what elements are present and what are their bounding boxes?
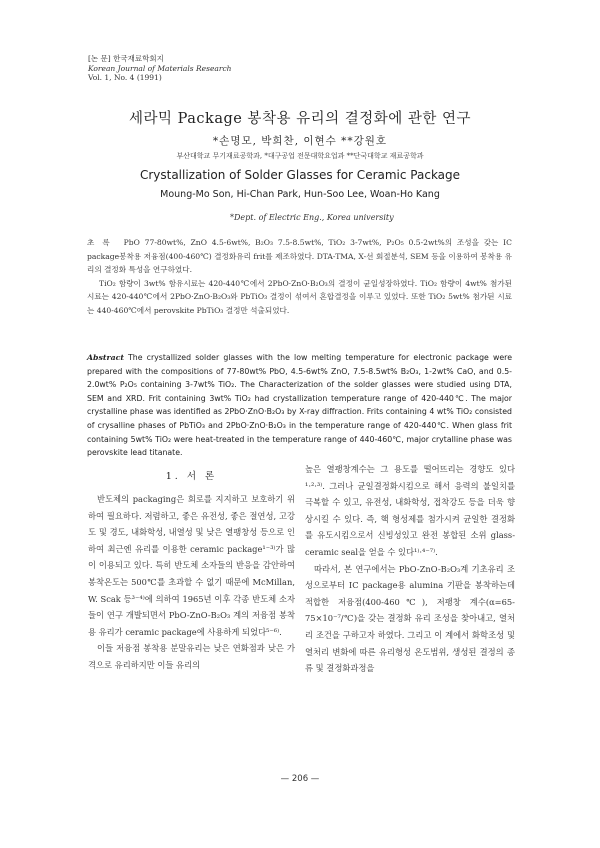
- paper-title-en: Crystallization of Solder Glasses for Ceramic Package: [139, 168, 461, 182]
- authors-en: Moung-Mo Son, Hi-Chan Park, Hun-Soo Lee, Woan-Ho Kang: [160, 189, 440, 200]
- abstract-en: [87, 351, 512, 460]
- journal-volume: Vol. 1, No. 4 (1991): [88, 73, 162, 82]
- abstract-kr-p2: TiO₂ 함량이 3wt% 함유시료는 420-440℃에서 2PbO·ZnO·B₂O₃의 결정이 균일성장하였다. TiO₂ 함량이 4wt% 첨가된 시료는 420-440℃에서 2PbO·ZnO·B₂O₃와 PbTiO₃ 결정이 섞여서 혼합결정을 이루고 있었다. 또한 TiO₂ 5wt% 첨가된 시료는 440-460℃에서 perovskite PbTiO₃ 결정만 석출되었다.: [87, 278, 512, 315]
- abstract-en-text: The crystallized solder glasses with the low melting temperature for electronic package were prepared with the compositions of 77-80wt% PbO, 4.5-6wt% ZnO, 7.5-8.5wt% B₂O₃, 1-2wt% CaO, and 0.5-2.0wt% P₂O₅ containing 3-7wt% TiO₂. The Characterization of the solder glasses were studied using DTA, SEM and XRD. Frit containing 3wt% TiO₂ had crystallization temperature range of 420-440℃. The major crystalline phase was identified as 2PbO·ZnO·B₂O₃ by X-ray diffraction. Frits containing 4 wt% TiO₂ consisted of crysalline phases of PbTiO₃ and 2PbO·ZnO·B₂O₃ in the temperature range of 420-440℃. When glass frit containing 5wt% TiO₂ were heat-treated in the temperature range of 440-460℃, major crytalline phase was perovskite lead titanate.: [87, 353, 512, 458]
- abstract-kr: [87, 236, 512, 317]
- section-title-introduction: 1. 서 론: [165, 471, 218, 482]
- journal-name-en: Korean Journal of Materials Research: [88, 63, 232, 73]
- left-column-p1: 반도체의 packaging은 회로를 지지하고 보호하기 위하여 필요하다. 저렴하고, 좋은 유전성, 좋은 절연성, 고강도 및 경도, 내화학성, 내열성 및 낮은 열팽창성 등으로 인하여 최근엔 유리를 이용한 ceramic package¹⁻³⁾가 많이 이용되고 있다. 특히 반도체 소자들의 반응을 감안하여 봉착온도는 500℃를 초과할 수 없기 때문에 McMillan, W. Scak 등³⁻⁴⁾에 의하여 1965년 이후 각종 반도체 소자들이 연구 개발되면서 PbO-ZnO-B₂O₃ 계의 저융점 봉착용 유리가 ceramic package에 사용하게 되었다⁵⁻⁶⁾.: [88, 494, 295, 637]
- page-number: — 206 —: [280, 774, 320, 784]
- abstract-kr-text1: PbO 77-80wt%, ZnO 4.5-6wt%, B₂O₃ 7.5-8.5wt%, TiO₂ 3-7wt%, P₂O₅ 0.5-2wt%의 조성을 갖는 IC package봉착용 저융점(400-460℃) 결정화유리 frit를 제조하였다. DTA-TMA, X-선 회절분석, SEM 등을 이용하여 봉착용 유리의 결정화 특성을 연구하였다.: [87, 238, 512, 274]
- abstract-kr-label: 초록: [87, 238, 118, 247]
- journal-name-kr: [논 문] 한국재료학회지: [88, 54, 164, 63]
- left-column-p2: 이들 저융점 봉착용 분말유리는 낮은 연화점과 낮은 가격으로 유리하지만 이들 유리의: [88, 643, 295, 670]
- paper-title-kr: 세라믹 Package 봉착용 유리의 결정화에 관한 연구: [129, 111, 471, 127]
- left-column: [88, 491, 295, 674]
- department-en: *Dept. of Electric Eng., Korea university: [230, 213, 394, 222]
- right-column-p1: 높은 열팽창계수는 그 용도를 떨어뜨리는 경향도 있다¹·²·³⁾. 그러나 균일결정화시킴으로 해서 응력의 불일치를 극복할 수 있고, 유전성, 내화학성, 접착강도 등을 더욱 향상시킬 수 있다. 즉, 핵 형성제를 첨가시켜 균일한 결정화를 유도시킴으로서 신빙성있고 완전 봉합된 소위 glass-ceramic seal을 얻을 수 있다¹⁾·⁴⁻⁷⁾.: [305, 464, 515, 557]
- abstract-kr-p1: [87, 236, 512, 277]
- affiliation-kr: 부산대학교 무기재료공학과, *대구공업 전문대학요업과 **단국대학교 재료공학과: [176, 152, 424, 160]
- right-column-p2: 따라서, 본 연구에서는 PbO-ZnO-B₂O₃계 기초유리 조성으로부터 IC package용 alumina 기판을 봉착하는데 적합한 저융점(400-460℃), 저팽창 계수(α=65-75×10⁻⁷/℃)을 갖는 결정화 유리 조성을 찾아내고, 열처리 조건을 구하고자 하였다. 그리고 이 계에서 화학조성 및 열처리 변화에 따른 유리형성 온도범위, 생성된 결정의 종류 및 결정화과정을: [305, 563, 515, 674]
- right-column: [305, 461, 515, 677]
- journal-header: [88, 54, 231, 83]
- authors-kr: *손명모, 박희찬, 이현수 **강원호: [212, 135, 388, 147]
- abstract-en-label: Abstract: [87, 353, 125, 362]
